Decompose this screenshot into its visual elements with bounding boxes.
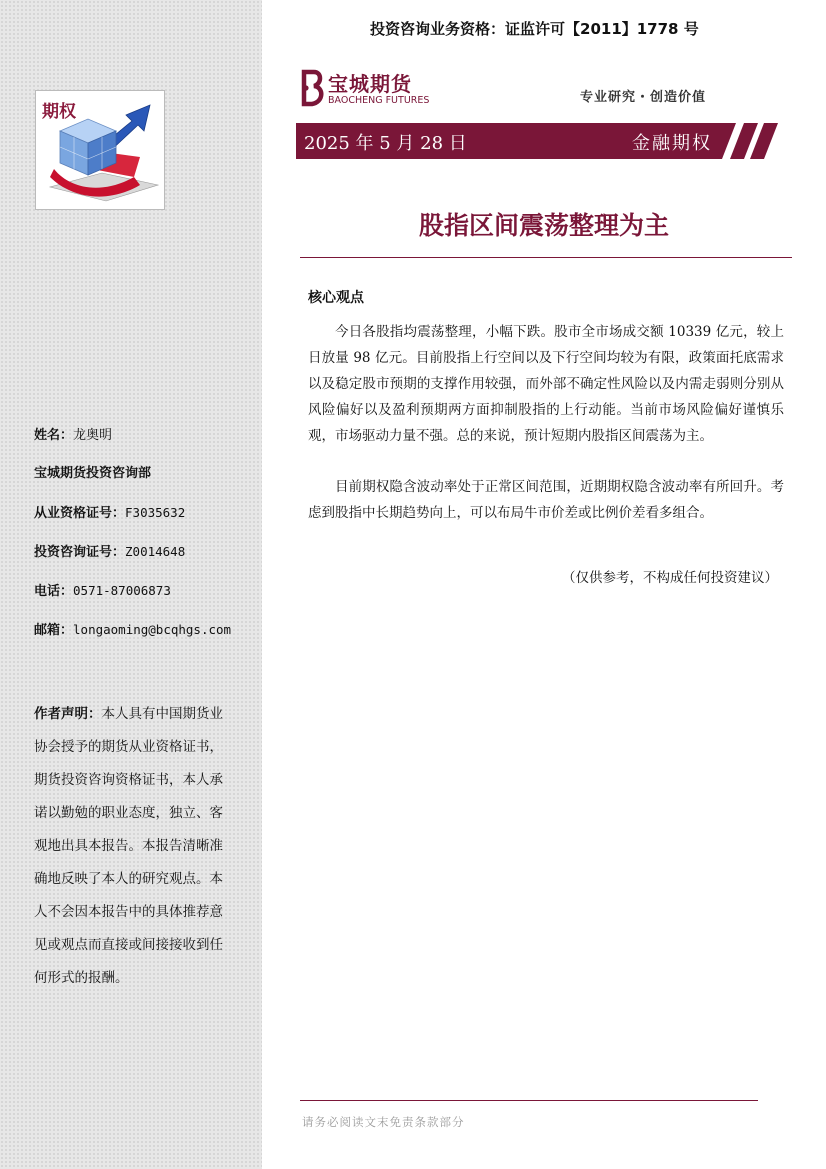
- declaration-text: 本人具有中国期货业协会授予的期货从业资格证书，期货投资咨询资格证书，本人承诺以勤勉的职业态度，独立、客观地出具本报告。本报告清晰准确地反映了本人的研究观点。本人不会因本报告中的具体推荐意见或观点而直接或间接接收到任何形式的报酬。: [34, 706, 223, 986]
- phone-row: [34, 581, 171, 602]
- email-label: 邮箱：: [34, 623, 74, 638]
- email-row: [34, 620, 231, 641]
- date-banner: [296, 123, 784, 159]
- title-divider: [300, 257, 792, 258]
- name-label: 姓名：: [34, 428, 74, 443]
- options-illustration-icon: [36, 91, 164, 209]
- footer-divider: [300, 1100, 758, 1101]
- report-category: 金融期权: [632, 133, 712, 154]
- license-info: 投资咨询业务资格：证监许可【2011】1778 号: [370, 20, 699, 38]
- consult-row: [34, 542, 185, 563]
- paragraph-options: 目前期权隐含波动率处于正常区间范围，近期期权隐含波动率有所回升。考虑到股指中长期趋势向上，可以布局牛市价差或比例价差看多组合。: [308, 479, 784, 521]
- qualification-label: 从业资格证号：: [34, 506, 126, 521]
- phone-label: 电话：: [34, 584, 74, 599]
- consult-number: Z0014648: [125, 544, 186, 559]
- declaration-label: 作者声明：: [34, 706, 102, 722]
- brand-name-cn: 宝城期货: [328, 72, 412, 96]
- options-cover-image: [35, 90, 165, 210]
- cover-label: 期权: [42, 102, 76, 122]
- disclaimer: （仅供参考，不构成任何投资建议）: [562, 570, 778, 586]
- author-name: 龙奥明: [73, 428, 113, 443]
- slogan: 专业研究・创造价值: [580, 90, 707, 105]
- footer-note: 请务必阅读文末免责条款部分: [302, 1115, 465, 1129]
- section-heading: 核心观点: [308, 290, 364, 306]
- author-name-row: [34, 426, 112, 446]
- qualification-row: [34, 503, 185, 524]
- baocheng-logo-icon: [298, 68, 326, 108]
- report-date: 2025 年 5 月 28 日: [304, 133, 467, 154]
- paragraph-market: 今日各股指均震荡整理，小幅下跌。股市全市场成交额 10339 亿元，较上日放量 98 亿元。目前股指上行空间以及下行空间均较为有限，政策面托底需求以及稳定股市预期的支撑作用较强，而外部不确定性风险以及内需走弱则分别从风险偏好以及盈利预期两方面抑制股指的上行动能。当前市场风险偏好谨慎乐观，市场驱动力量不强。总的来说，预计短期内股指区间震荡为主。: [308, 324, 784, 444]
- qualification-number: F3035632: [125, 505, 186, 520]
- department: 宝城期货投资咨询部: [34, 466, 152, 481]
- sidebar: [0, 0, 262, 1169]
- phone-number: 0571-87006873: [73, 583, 171, 598]
- author-declaration: [34, 698, 234, 995]
- report-title: 股指区间震荡整理为主: [418, 211, 669, 240]
- email-address[interactable]: longaoming@bcqhgs.com: [73, 622, 232, 637]
- brand-logo: [298, 68, 438, 110]
- brand-name-en: BAOCHENG FUTURES: [328, 95, 430, 106]
- consult-label: 投资咨询证号：: [34, 545, 126, 560]
